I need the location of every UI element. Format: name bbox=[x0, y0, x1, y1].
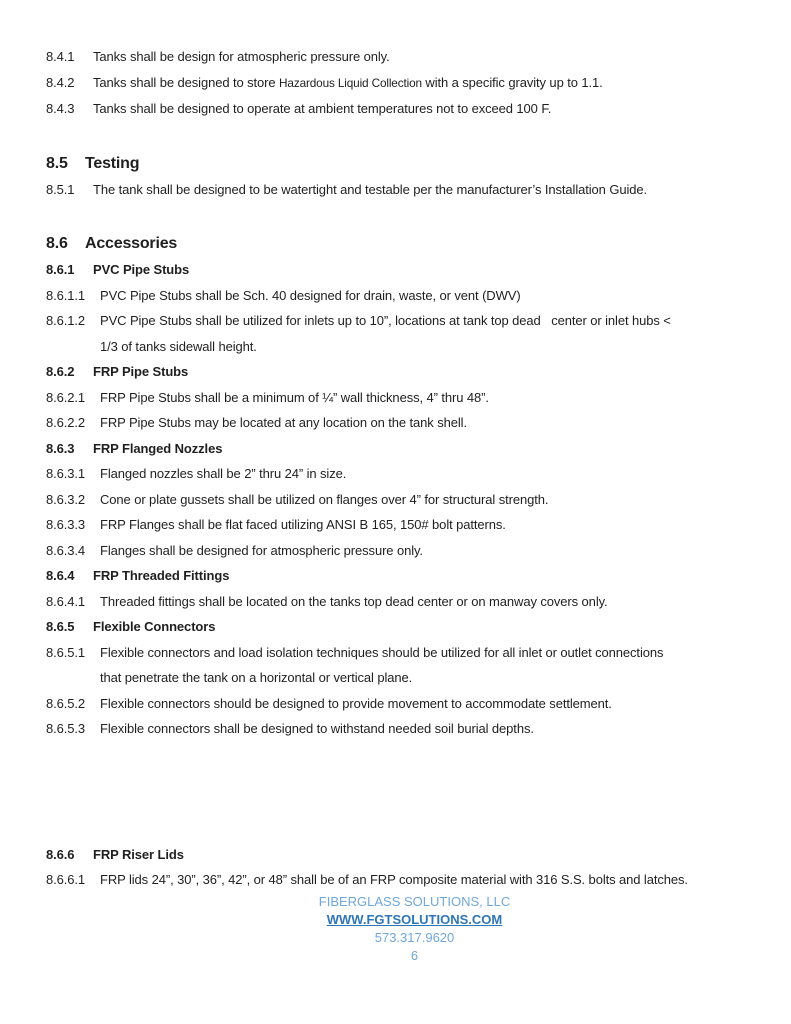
item-number: 8.6.2.2 bbox=[46, 415, 86, 430]
item-number: 8.4.1 bbox=[46, 49, 75, 64]
item-text: Threaded fittings shall be located on the tanks top dead center or on manway covers only. bbox=[100, 593, 608, 609]
item-text bbox=[100, 308, 783, 359]
subsection-heading bbox=[46, 563, 783, 589]
spec-item bbox=[46, 177, 783, 203]
item-text bbox=[100, 640, 783, 691]
section-spacer bbox=[46, 202, 783, 230]
item-text: Tanks shall be design for atmospheric pressure only. bbox=[93, 49, 390, 64]
spec-item bbox=[46, 538, 783, 564]
item-number: 8.4.2 bbox=[46, 74, 75, 90]
large-spacer bbox=[46, 742, 783, 842]
item-number: 8.6.5.3 bbox=[46, 721, 86, 736]
subsection-title: FRP Threaded Fittings bbox=[93, 568, 230, 583]
item-number: 8.6.6.1 bbox=[46, 872, 86, 887]
spec-item bbox=[46, 867, 783, 893]
subsection-title: PVC Pipe Stubs bbox=[93, 262, 190, 277]
item-number: 8.6.1.2 bbox=[46, 313, 86, 328]
footer-website-link[interactable]: WWW.FGTSOLUTIONS.COM bbox=[326, 911, 503, 927]
subsection-title: FRP Pipe Stubs bbox=[93, 364, 189, 379]
item-number: 8.6.3.1 bbox=[46, 466, 86, 481]
item-number: 8.6.1 bbox=[46, 262, 75, 277]
spec-item bbox=[46, 461, 783, 487]
subsection-title: FRP Flanged Nozzles bbox=[93, 440, 223, 456]
item-text: FRP lids 24”, 30”, 36”, 42”, or 48” shall be of an FRP composite material with 316 S.S. bolts and latches. bbox=[100, 872, 688, 887]
spec-item bbox=[46, 44, 783, 70]
spec-item bbox=[46, 70, 783, 97]
footer-phone-number: 573.317.9620 bbox=[374, 929, 455, 945]
spec-item bbox=[46, 640, 783, 691]
subsection-heading bbox=[46, 436, 783, 462]
spec-item bbox=[46, 410, 783, 436]
item-number: 8.6.1.1 bbox=[46, 287, 86, 303]
item-text-line: that penetrate the tank on a horizontal or vertical plane. bbox=[100, 670, 413, 685]
item-number: 8.6.5 bbox=[46, 619, 75, 634]
section-heading bbox=[46, 150, 783, 177]
spec-item bbox=[46, 283, 783, 309]
item-number: 8.6.6 bbox=[46, 846, 75, 862]
spec-item bbox=[46, 512, 783, 538]
spec-item bbox=[46, 716, 783, 742]
item-text: PVC Pipe Stubs shall be Sch. 40 designed for drain, waste, or vent (DWV) bbox=[100, 287, 521, 303]
item-text: Flanges shall be designed for atmospheric pressure only. bbox=[100, 542, 423, 558]
section-number: 8.6 bbox=[46, 235, 68, 252]
spec-item bbox=[46, 487, 783, 513]
item-number: 8.6.5.2 bbox=[46, 695, 86, 711]
subsection-title: Flexible Connectors bbox=[93, 619, 216, 634]
spec-item bbox=[46, 691, 783, 717]
item-text-line: PVC Pipe Stubs shall be utilized for inlets up to 10”, locations at tank top dead center or inlet hubs < bbox=[100, 313, 671, 328]
spec-item bbox=[46, 385, 783, 411]
spec-item bbox=[46, 589, 783, 615]
item-text: FRP Pipe Stubs shall be a minimum of ¼” wall thickness, 4” thru 48”. bbox=[100, 389, 489, 405]
item-number: 8.6.3 bbox=[46, 440, 75, 456]
item-number: 8.4.3 bbox=[46, 101, 75, 116]
item-text: Flanged nozzles shall be 2” thru 24” in size. bbox=[100, 466, 347, 481]
section-title: Accessories bbox=[85, 235, 178, 252]
item-text-segment: with a specific gravity up to 1.1. bbox=[421, 74, 603, 90]
item-text: The tank shall be designed to be watertight and testable per the manufacturer’s Installation Guide. bbox=[93, 181, 648, 197]
item-number: 8.6.5.1 bbox=[46, 644, 86, 660]
item-text-emphasis: Hazardous Liquid Collection bbox=[279, 75, 422, 90]
item-text: FRP Pipe Stubs may be located at any location on the tank shell. bbox=[100, 415, 467, 430]
subsection-heading bbox=[46, 359, 783, 385]
page-number: 6 bbox=[410, 947, 419, 963]
item-number: 8.6.4 bbox=[46, 568, 75, 583]
item-number: 8.6.4.1 bbox=[46, 593, 86, 609]
item-text: Flexible connectors should be designed to provide movement to accommodate settlement. bbox=[100, 695, 612, 711]
section-heading bbox=[46, 230, 783, 257]
section-spacer bbox=[46, 122, 783, 150]
spec-item bbox=[46, 308, 783, 359]
item-number: 8.6.3.4 bbox=[46, 542, 86, 558]
item-number: 8.6.2.1 bbox=[46, 389, 86, 405]
subsection-heading bbox=[46, 257, 783, 283]
item-text: Flexible connectors shall be designed to withstand needed soil burial depths. bbox=[100, 721, 534, 736]
item-number: 8.5.1 bbox=[46, 181, 75, 197]
footer-company-name: FIBERGLASS SOLUTIONS, LLC bbox=[318, 893, 511, 909]
item-text: FRP Flanges shall be flat faced utilizing ANSI B 165, 150# bolt patterns. bbox=[100, 517, 506, 532]
item-number: 8.6.3.2 bbox=[46, 491, 86, 507]
item-text-line: Flexible connectors and load isolation techniques should be utilized for all inlet or outlet connections bbox=[100, 644, 664, 660]
section-title: Testing bbox=[85, 154, 140, 172]
item-number: 8.6.2 bbox=[46, 364, 75, 379]
spec-item bbox=[46, 96, 783, 122]
page-footer bbox=[46, 893, 783, 965]
item-text bbox=[93, 70, 783, 97]
item-text-line: 1/3 of tanks sidewall height. bbox=[100, 338, 257, 354]
section-number: 8.5 bbox=[46, 154, 68, 172]
item-text-segment: Tanks shall be designed to store bbox=[93, 74, 280, 90]
item-text: Cone or plate gussets shall be utilized on flanges over 4” for structural strength. bbox=[100, 491, 549, 507]
subsection-title: FRP Riser Lids bbox=[93, 846, 184, 862]
item-number: 8.6.3.3 bbox=[46, 517, 86, 532]
subsection-heading bbox=[46, 614, 783, 640]
subsection-heading bbox=[46, 842, 783, 868]
item-text: Tanks shall be designed to operate at ambient temperatures not to exceed 100 F. bbox=[93, 101, 552, 116]
